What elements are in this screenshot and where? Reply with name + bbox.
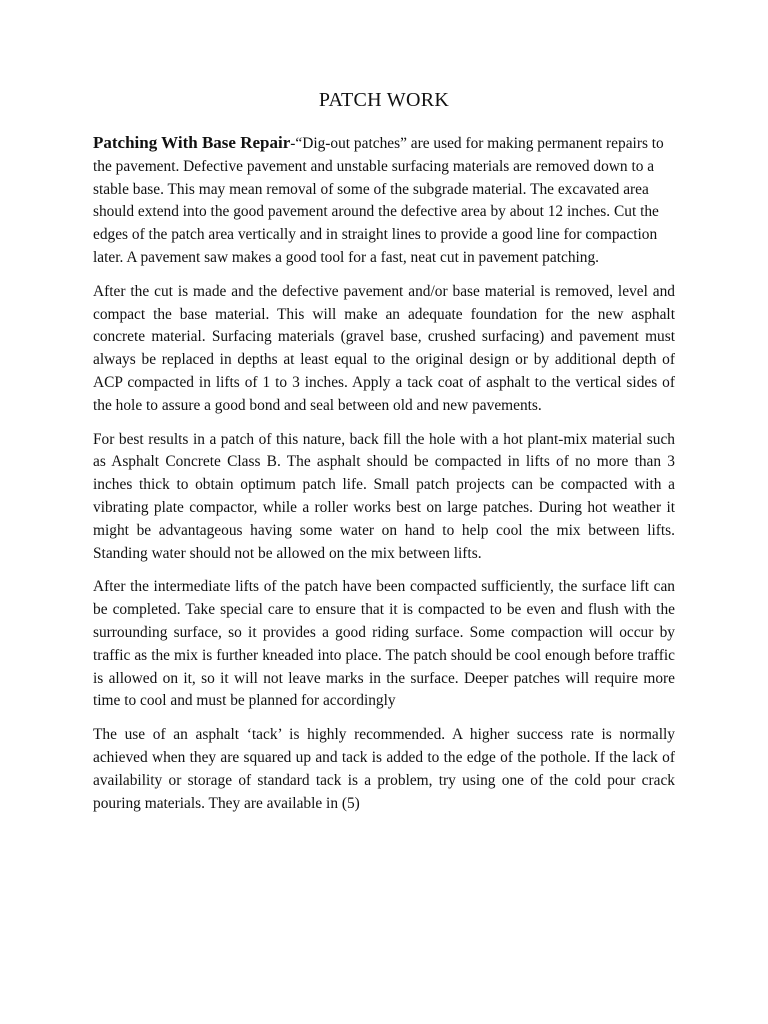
- paragraph-backfill: For best results in a patch of this nature, back fill the hole with a hot plant-mix material such as Asphalt Concrete Class B. The asphalt should be compacted in lifts of no more than 3 inches thick to obtain optimum patch life. Small patch projects can be compacted with a vibrating plate compactor, while a roller works best on large patches. During hot weather it might be advantageous having some water on hand to help cool the mix between lifts. Standing water should not be allowed on the mix between lifts.: [93, 430, 675, 562]
- intro-paragraph: [93, 132, 675, 270]
- paragraph-surface-lift: After the intermediate lifts of the patch have been compacted sufficiently, the surface lift can be completed. Take special care to ensure that it is compacted to be even and flush with the surrounding surface, so it provides a good riding surface. Some compaction will occur by traffic as the mix is further kneaded into place. The patch should be cool enough before traffic is allowed on it, so it will not leave marks in the surface. Deeper patches will require more time to cool and must be planned for accordingly: [93, 578, 675, 710]
- document-title: PATCH WORK: [318, 89, 450, 111]
- paragraph-base-preparation: After the cut is made and the defective pavement and/or base material is removed, level and compact the base material. This will make an adequate foundation for the new asphalt concrete material. Surfacing materials (gravel base, crushed surfacing) and pavement must always be replaced in depths at least equal to the original design or by additional depth of ACP compacted in lifts of 1 to 3 inches. Apply a tack coat of asphalt to the vertical sides of the hole to assure a good bond and seal between old and new pavements.: [93, 282, 675, 414]
- document-page: [93, 88, 675, 826]
- intro-body-text: -“Dig-out patches” are used for making permanent repairs to the pavement. Defective pavement and unstable surfacing materials are removed down to a stable base. This may mean removal of some of the subgrade material. The excavated area should extend into the good pavement around the defective area by about 12 inches. Cut the edges of the patch area vertically and in straight lines to provide a good line for compaction later. A pavement saw makes a good tool for a fast, neat cut in pavement patching.: [93, 135, 664, 266]
- paragraph-tack: The use of an asphalt ‘tack’ is highly recommended. A higher success rate is normally achieved when they are squared up and tack is added to the edge of the pothole. If the lack of availability or storage of standard tack is a problem, try using one of the cold pour crack pouring materials. They are available in (5): [93, 726, 675, 812]
- intro-lead-heading: Patching With Base Repair: [93, 133, 291, 152]
